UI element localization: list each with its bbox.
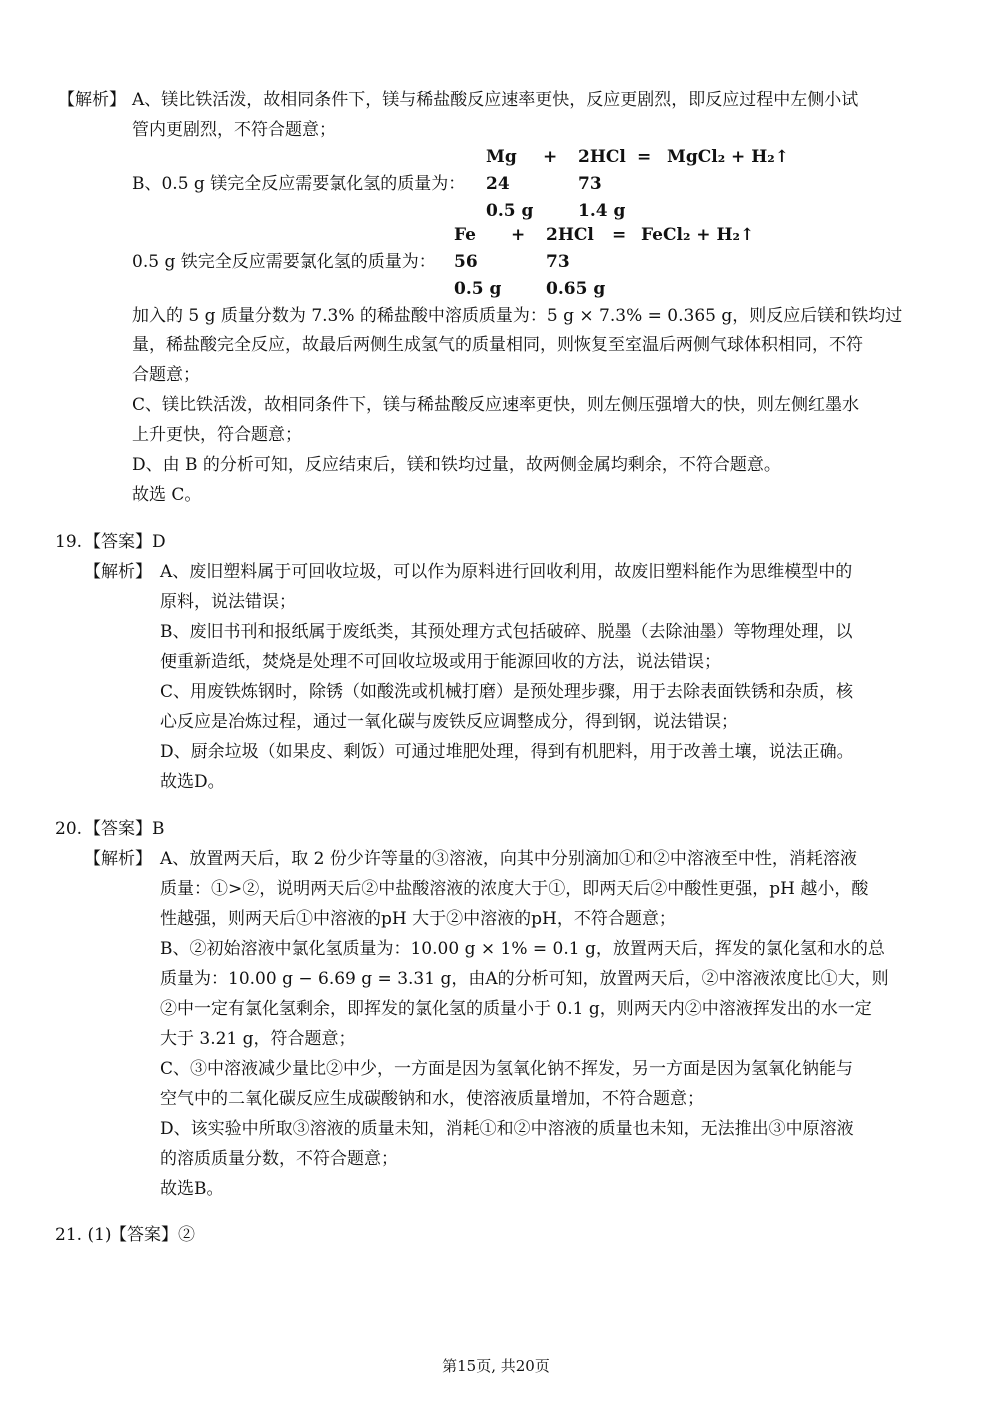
q20-option-c-line1: C、③中溶液减少量比②中少，一方面是因为氢氧化钠不挥发，另一方面是因为氢氧化钠能与 <box>160 1059 854 1079</box>
eq1-mass-mg: 0.5 g <box>486 201 534 221</box>
q19-answer: 【答案】D <box>84 532 166 552</box>
eq1-ratio-mg: 24 <box>486 174 510 194</box>
q20-final-choice: 故选B。 <box>160 1179 224 1199</box>
eq1-product: MgCl₂ + H₂↑ <box>667 147 789 167</box>
eq2-reactant-hcl: 2HCl <box>546 225 594 245</box>
q20-option-b-line1: B、②初始溶液中氯化氢质量为：10.00 g × 1% = 0.1 g，放置两天后，挥发的氯化氢和水的总 <box>160 939 885 959</box>
q20-option-a-line1: A、放置两天后，取 2 份少许等量的③溶液，向其中分别滴加①和②中溶液至中性，消耗溶液 <box>160 849 857 869</box>
q19-option-a-line2: 原料，说法错误； <box>160 592 296 612</box>
q18-option-a-line1: A、镁比铁活泼，故相同条件下，镁与稀盐酸反应速率更快，反应更剧烈，即反应过程中左侧小试 <box>132 90 859 110</box>
q20-number: 20. <box>55 819 83 839</box>
q20-option-b-line3: ②中一定有氯化氢剩余，即挥发的氯化氢的质量小于 0.1 g，则两天内②中溶液挥发出的水一定 <box>160 999 872 1019</box>
q19-option-b-line1: B、废旧书刊和报纸属于废纸类，其预处理方式包括破碎、脱墨（去除油墨）等物理处理，以 <box>160 622 853 642</box>
q19-option-c-line1: C、用废铁炼钢时，除锈（如酸洗或机械打磨）是预处理步骤，用于去除表面铁锈和杂质，核 <box>160 682 854 702</box>
q20-answer: 【答案】B <box>84 819 165 839</box>
page-footer: 第15页, 共20页 <box>442 1357 550 1375</box>
eq1-ratio-hcl: 73 <box>578 174 602 194</box>
eq2-ratio-fe: 56 <box>454 252 478 272</box>
q20-option-a-line3: 性越强，则两天后①中溶液的pH 大于②中溶液的pH，不符合题意； <box>160 909 676 929</box>
q21-number: 21. (1) <box>55 1225 112 1245</box>
q20-analysis-label: 【解析】 <box>84 849 152 869</box>
eq2-product: FeCl₂ + H₂↑ <box>641 225 755 245</box>
q20-option-c-line2: 空气中的二氧化碳反应生成碳酸钠和水，使溶液质量增加，不符合题意； <box>160 1089 704 1109</box>
eq1-reactant-mg: Mg <box>486 147 517 167</box>
q19-analysis-label: 【解析】 <box>84 562 152 582</box>
eq2-equals: = <box>612 225 627 245</box>
eq2-ratio-hcl: 73 <box>546 252 570 272</box>
q19-number: 19. <box>55 532 83 552</box>
q19-option-b-line2: 便重新造纸，焚烧是处理不可回收垃圾或用于能源回收的方法，说法错误； <box>160 652 721 672</box>
q20-option-d-line1: D、该实验中所取③溶液的质量未知，消耗①和②中溶液的质量也未知，无法推出③中原溶液 <box>160 1119 854 1139</box>
eq1-reactant-hcl: 2HCl <box>578 147 626 167</box>
eq1-mass-hcl: 1.4 g <box>578 201 626 221</box>
q18-option-a-line2: 管内更剧烈，不符合题意； <box>132 120 336 140</box>
q19-option-c-line2: 心反应是冶炼过程，通过一氧化碳与废铁反应调整成分，得到钢，说法错误； <box>160 712 738 732</box>
q20-option-d-line2: 的溶质质量分数，不符合题意； <box>160 1149 398 1169</box>
q18-final-choice: 故选 C。 <box>132 485 202 505</box>
eq2-mass-hcl: 0.65 g <box>546 279 606 299</box>
eq2-reactant-fe: Fe <box>454 225 476 245</box>
q18-option-b-mg-intro: B、0.5 g 镁完全反应需要氯化氢的质量为： <box>132 174 466 194</box>
q18-option-b-line1: 加入的 5 g 质量分数为 7.3% 的稀盐酸中溶质质量为：5 g × 7.3% = 0.365 g，则反应后镁和铁均过 <box>132 306 903 326</box>
eq1-plus: + <box>543 147 558 167</box>
eq2-plus: + <box>511 225 526 245</box>
q19-option-a-line1: A、废旧塑料属于可回收垃圾，可以作为原料进行回收利用，故废旧塑料能作为思维模型中的 <box>160 562 853 582</box>
q21-answer: 【答案】② <box>110 1225 195 1245</box>
q19-final-choice: 故选D。 <box>160 772 225 792</box>
q18-fe-intro: 0.5 g 铁完全反应需要氯化氢的质量为： <box>132 252 436 272</box>
q18-option-b-line3: 合题意； <box>132 365 200 385</box>
q18-option-b-line2: 量，稀盐酸完全反应，故最后两侧生成氢气的质量相同，则恢复至室温后两侧气球体积相同，不符 <box>132 335 863 355</box>
eq1-equals: = <box>637 147 652 167</box>
q18-option-c-line2: 上升更快，符合题意； <box>132 425 302 445</box>
q18-option-c-line1: C、镁比铁活泼，故相同条件下，镁与稀盐酸反应速率更快，则左侧压强增大的快，则左侧红墨水 <box>132 395 860 415</box>
q20-option-b-line2: 质量为：10.00 g − 6.69 g = 3.31 g，由A的分析可知，放置两天后，②中溶液浓度比①大，则 <box>160 969 889 989</box>
q18-option-d-line1: D、由 B 的分析可知，反应结束后，镁和铁均过量，故两侧金属均剩余，不符合题意。 <box>132 455 781 475</box>
q20-option-b-line4: 大于 3.21 g，符合题意； <box>160 1029 356 1049</box>
analysis-label: 【解析】 <box>58 90 126 110</box>
q20-option-a-line2: 质量：①>②，说明两天后②中盐酸溶液的浓度大于①，即两天后②中酸性更强，pH 越小，酸 <box>160 879 869 899</box>
q19-option-d-line1: D、厨余垃圾（如果皮、剩饭）可通过堆肥处理，得到有机肥料，用于改善土壤，说法正确。 <box>160 742 854 762</box>
eq2-mass-fe: 0.5 g <box>454 279 502 299</box>
